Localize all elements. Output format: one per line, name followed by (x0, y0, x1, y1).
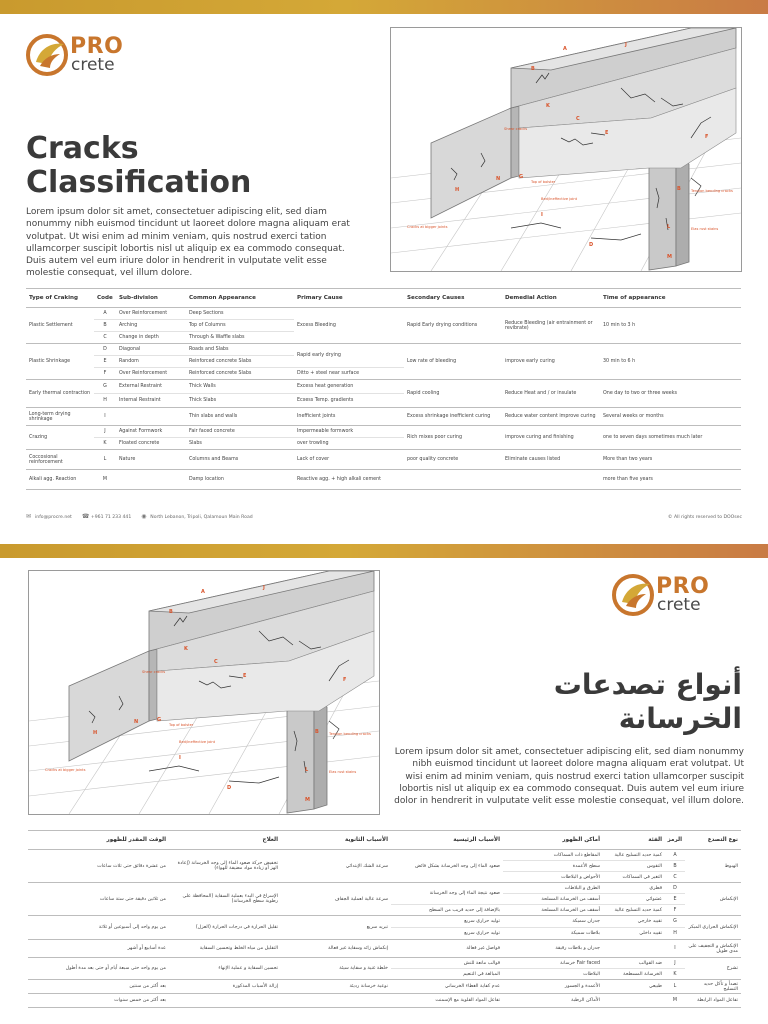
code-cell: G (665, 916, 685, 928)
appearance-cell: الطرق و البلاطات (503, 883, 603, 894)
table-row (28, 940, 741, 958)
sub-cell: طبيعي (603, 980, 665, 994)
label-slab-joints: Cracks at bigger joints (45, 768, 86, 772)
header-cell: Primary Cause (294, 289, 404, 308)
svg-text:B: B (677, 186, 681, 192)
appearance-cell: Roads and Slabs (186, 344, 294, 356)
code-cell: G (94, 380, 116, 394)
table-row (26, 308, 741, 320)
appearance-cell: بلاطات سميكة (503, 928, 603, 940)
svg-text:C: C (214, 659, 218, 665)
code-cell: B (94, 320, 116, 332)
secondary-cell: Low rate of bleeding (404, 344, 502, 380)
secondary-cell: Rapid cooling (404, 380, 502, 408)
sub-cell: External Restraint (116, 380, 186, 394)
time-cell: عدة أسابيع أو أشهر (28, 940, 169, 958)
sub-cell: Internal Restraint (116, 394, 186, 408)
svg-text:M: M (305, 797, 310, 803)
appearance-cell: Slabs (186, 438, 294, 450)
procrete-logo (26, 34, 123, 76)
code-cell: E (665, 894, 685, 905)
primary-cell: توليد حراري سريع (391, 928, 503, 940)
code-cell: C (665, 872, 685, 883)
footer-rights: © All rights reserved to DOOsec (667, 514, 742, 520)
secondary-cell: إنكماش زائد وسقاية غير فعالة (281, 940, 391, 958)
code-cell: C (94, 332, 116, 344)
primary-cell: صعود الماء إلى وجه الخرسانة بشكل فائض (391, 850, 503, 883)
secondary-cell: Excess shrinkage inefficient curing (404, 408, 502, 426)
table-row (28, 850, 741, 861)
primary-cell: تفاعل المواد القلوية مع الإسمنت (391, 994, 503, 1008)
top-accent-stripe (0, 0, 768, 14)
primary-cell: بالإضافة إلى حديد قريب من السطح (391, 905, 503, 916)
svg-text:K: K (546, 103, 550, 109)
intro-paragraph-en: Lorem ipsum dolor sit amet, consectetuer adipiscing elit, sed diam nonummy nibh euismod tincidunt ut laoreet dolore magna aliquam erat volutpat. Ut wisi enim ad minim veniam, quis nostrud exerci tation ullamcorper suscipit lobortis nisl ut aliquip ex ea commodo consequat. Duis autem vel eum iriure dolor in hendrerit in vulputate velit esse molestie consequat, vel illum dolore. (26, 207, 350, 279)
code-cell: H (665, 928, 685, 940)
appearance-cell: Thick Walls (186, 380, 294, 394)
appearance-cell: أسقف من الخرسانة المسلحة (503, 894, 603, 905)
code-cell: D (665, 883, 685, 894)
code-cell: M (94, 470, 116, 490)
time-cell: one to seven days sometimes much later (600, 426, 741, 450)
svg-text:L: L (667, 224, 671, 230)
code-cell: H (94, 394, 116, 408)
svg-text:E: E (243, 673, 247, 679)
appearance-cell: أسقف من الخرسانة المسلحة (503, 905, 603, 916)
primary-cell: عدم كفاية الغطاء الخرساني (391, 980, 503, 994)
sub-cell: Over Reinforcement (116, 368, 186, 380)
label-rust-stains: Elas rust stains (329, 770, 357, 774)
action-cell: improve early curing (502, 344, 600, 380)
code-cell: D (94, 344, 116, 356)
type-cell: تشرخ (685, 958, 741, 980)
appearance-cell: Top of Columns (186, 320, 294, 332)
sub-cell: التغير في السماكات (603, 872, 665, 883)
location-pin-icon: ◉ (141, 513, 147, 520)
svg-text:D: D (227, 785, 232, 791)
logo-pro-text: PRO (70, 34, 124, 59)
action-cell: improve curing and finishing (502, 426, 600, 450)
label-tension-cracks: Tension bending cracks (691, 189, 733, 193)
svg-text:F: F (343, 677, 347, 683)
action-cell: تحسين السقاية و عملية الإنهاء (169, 958, 281, 980)
table-row (26, 470, 741, 490)
header-cell: الوقت المقدر للظهور (28, 831, 169, 850)
table-row (26, 380, 741, 394)
appearance-cell: جدران و بلاطات رقيقة (503, 940, 603, 958)
primary-cell: Rapid early drying (294, 344, 404, 368)
primary-cell: Reactive agg. + high alkali cement (294, 470, 404, 490)
crack-diagram-ar (28, 570, 380, 815)
secondary-cell: خلطة غنية و سقاية سيئة (281, 958, 391, 980)
action-cell: Eliminate causes listed (502, 450, 600, 470)
appearance-cell: Thick Slabs (186, 394, 294, 408)
svg-text:N: N (134, 719, 139, 725)
time-cell: 30 min to 6 h (600, 344, 741, 380)
code-cell: K (665, 969, 685, 980)
logo-crete-text: crete (71, 55, 115, 75)
primary-cell: Inefficient joints (294, 408, 404, 426)
header-cell: الرمز (665, 831, 685, 850)
appearance-cell: البلاطات (503, 969, 603, 980)
title-ar-line-2: الخرسانة (618, 702, 742, 735)
svg-text:M: M (667, 254, 672, 260)
primary-cell: فواصل غير فعالة (391, 940, 503, 958)
sub-cell (116, 470, 186, 490)
code-cell: A (665, 850, 685, 861)
appearance-cell: Damp location (186, 470, 294, 490)
header-cell: الفئة (603, 831, 665, 850)
type-cell: Long-term drying shrinkage (26, 408, 94, 426)
header-cell: Time of appearance (600, 289, 741, 308)
code-cell: F (94, 368, 116, 380)
footer-email[interactable] (26, 514, 72, 520)
type-cell: Alkali agg. Reaction (26, 470, 94, 490)
label-top-of-bolster: Top of bolster (169, 723, 194, 727)
sub-cell: ضد القوالب (603, 958, 665, 969)
appearance-cell: جدران سميكة (503, 916, 603, 928)
svg-text:G: G (519, 174, 524, 180)
appearance-cell: Thin slabs and walls (186, 408, 294, 426)
label-slab-joints: Cracks at bigger joints (407, 225, 448, 229)
primary-cell: المبالغة في التنعيم (391, 969, 503, 980)
header-cell: Secondary Causes (404, 289, 502, 308)
title-ar-line-1: أنواع تصدعات (553, 668, 742, 701)
action-cell (169, 994, 281, 1008)
svg-text:I: I (179, 755, 181, 761)
sub-cell: Random (116, 356, 186, 368)
table-row (26, 426, 741, 438)
header-cell: نوع التصدع (685, 831, 741, 850)
crack-diagram-en (390, 27, 742, 272)
appearance-cell: المقاطع ذات السماكات (503, 850, 603, 861)
code-cell: I (94, 408, 116, 426)
table-row (28, 980, 741, 994)
code-cell: L (665, 980, 685, 994)
table-row (26, 408, 741, 426)
primary-cell: Impermeable formwork (294, 426, 404, 438)
secondary-cell: Rapid Early drying conditions (404, 308, 502, 344)
type-cell: Coccosional reinforcement (26, 450, 94, 470)
label-tension-cracks: Tension bending cracks (329, 732, 371, 736)
title-line-2: Classification (26, 165, 252, 200)
appearance-cell: Fair faced خرسانة (503, 958, 603, 969)
header-cell: Sub-division (116, 289, 186, 308)
svg-text:J: J (263, 585, 265, 591)
middle-accent-stripe (0, 544, 768, 558)
svg-text:D: D (589, 242, 594, 248)
label-top-of-bolster: Top of bolster (531, 180, 556, 184)
time-cell: من يوم واحد إلى أسبوعين أو ثلاثة (28, 916, 169, 940)
logo-crete-text: crete (657, 595, 701, 615)
intro-paragraph-ar: Lorem ipsum dolor sit amet, consectetuer adipiscing elit, sed diam nonummy nibh euismod tincidunt ut laoreet dolore magna aliquam erat volutpat. Ut wisi enim ad minim veniam, quis nostrud exerci tation ullamcorper suscipit lobortis nisl ut aliquip ex ea commodo consequat. Duis autem vel eum iriure dolor in hendrerit in vulputate velit esse molestie consequat, vel illum dolore. (394, 747, 744, 807)
appearance-cell: Columns and Beams (186, 450, 294, 470)
sub-cell: قطري (603, 883, 665, 894)
appearance-cell: Reinforced concrete Slabs (186, 368, 294, 380)
sub-cell: Arching (116, 320, 186, 332)
primary-cell: Lack of cover (294, 450, 404, 470)
appearance-cell: Reinforced concrete Slabs (186, 356, 294, 368)
svg-text:A: A (563, 46, 567, 52)
header-cell: Code (94, 289, 116, 308)
type-cell: Plastic Shrinkage (26, 344, 94, 380)
sub-cell: Floated concrete (116, 438, 186, 450)
table-header-row (26, 289, 741, 308)
primary-cell: Excess Bleeding (294, 308, 404, 344)
footer-address-text: North Lebanon, Tripoli, Qalamoun Main Road (150, 514, 253, 520)
sub-cell: عشوائي (603, 894, 665, 905)
svg-text:J: J (625, 42, 627, 48)
table-row (28, 916, 741, 928)
svg-text:K: K (184, 646, 188, 652)
crack-table-ar (28, 830, 741, 1008)
primary-cell: قوالب مانعة للنش (391, 958, 503, 969)
action-cell: Reduce Bleeding (air entrainment or revibrate) (502, 308, 600, 344)
primary-cell: Excess heat generation (294, 380, 404, 394)
type-cell: Plastic Settlement (26, 308, 94, 344)
phone-icon: ☎ (81, 513, 90, 520)
table-row (28, 883, 741, 894)
svg-text:G: G (157, 717, 162, 723)
time-cell: more than five years (600, 470, 741, 490)
sub-cell: تقييد داخلي (603, 928, 665, 940)
action-cell: Reduce water content improve curing (502, 408, 600, 426)
secondary-cell: تبريد سريع (281, 916, 391, 940)
header-cell: الأسباب الثانوية (281, 831, 391, 850)
action-cell: تخفيض حركة صعود الماء إلى وجه الخرسانة (إعادة الهز أو زيادة مواد مضيفة للهواء) (169, 850, 281, 883)
page-footer (26, 514, 742, 520)
sub-cell: التقوس (603, 861, 665, 872)
label-bed-joint: Bed/ineffective joint (541, 197, 578, 201)
label-shear-cracks: Shear cracks (504, 127, 528, 131)
time-cell: من عشرة دقائق حتى ثلاث ساعات (28, 850, 169, 883)
svg-text:B: B (315, 729, 319, 735)
sub-cell (603, 994, 665, 1008)
title-line-1: Cracks (26, 131, 139, 166)
sub-cell: الخرسانة المسطحة (603, 969, 665, 980)
code-cell: K (94, 438, 116, 450)
secondary-cell: poor quality concrete (404, 450, 502, 470)
type-cell: تصدأ و تآكل حديد التسليح (685, 980, 741, 994)
procrete-logo-ar (612, 574, 709, 616)
page-title-ar (442, 668, 742, 736)
table-header-row (28, 831, 741, 850)
secondary-cell: نوعية خرسانة رديئة (281, 980, 391, 994)
action-cell: إزالة الأسباب المذكورة (169, 980, 281, 994)
sub-cell: كمية حديد التسليح عالية (603, 850, 665, 861)
header-cell: العلاج (169, 831, 281, 850)
page-title-en (26, 132, 251, 200)
code-cell: J (665, 958, 685, 969)
svg-text:A: A (201, 589, 205, 595)
time-cell: بعد أكثر من خمس سنوات (28, 994, 169, 1008)
procrete-logo-mark-icon (612, 574, 654, 616)
sub-cell: Over Reinforcement (116, 308, 186, 320)
type-cell: الإنكماش و التجفيف على مدى طويل (685, 940, 741, 958)
time-cell: One day to two or three weeks (600, 380, 741, 408)
code-cell: J (94, 426, 116, 438)
secondary-cell (404, 470, 502, 490)
secondary-cell: Rich mixes poor curing (404, 426, 502, 450)
primary-cell: Ecxess Temp. gradients (294, 394, 404, 408)
type-cell: الهبوط (685, 850, 741, 883)
table-row (26, 450, 741, 470)
svg-text:H: H (455, 187, 460, 193)
crack-table-en (26, 288, 741, 490)
procrete-logo-mark-icon (26, 34, 68, 76)
label-rust-stains: Elas rust stains (691, 227, 719, 231)
type-cell: Early thermal contraction (26, 380, 94, 408)
appearance-cell: الأماكن الرطبة (503, 994, 603, 1008)
action-cell: Reduce Heat and / or insulate (502, 380, 600, 408)
sub-cell: Change in depth (116, 332, 186, 344)
mail-icon: ✉ (26, 513, 32, 520)
appearance-cell: سطح الأعمدة (503, 861, 603, 872)
table-row (28, 994, 741, 1008)
type-cell: الإنكماش الحراري المبكر (685, 916, 741, 940)
primary-cell: over trowling (294, 438, 404, 450)
primary-cell: صعود نتيجة الماء إلى وجه الخرسانة (391, 883, 503, 905)
header-cell: Type of Craking (26, 289, 94, 308)
code-cell: A (94, 308, 116, 320)
svg-text:E: E (605, 130, 609, 136)
action-cell: التقليل من مياه الخلط وتحسين السقاية (169, 940, 281, 958)
svg-text:I: I (541, 212, 543, 218)
svg-text:H: H (93, 730, 98, 736)
appearance-cell: Through & Waffle slabs (186, 332, 294, 344)
sub-cell: تقييد خارجي (603, 916, 665, 928)
svg-text:F: F (705, 134, 709, 140)
sub-cell: Diagonal (116, 344, 186, 356)
appearance-cell: الأعمدة و الجسور (503, 980, 603, 994)
time-cell: 10 min to 3 h (600, 308, 741, 344)
secondary-cell (281, 994, 391, 1008)
header-cell: أماكن الظهور (503, 831, 603, 850)
sub-cell: Against Formwork (116, 426, 186, 438)
primary-cell: توليد حراري سريع (391, 916, 503, 928)
time-cell: More than two years (600, 450, 741, 470)
action-cell (502, 470, 600, 490)
code-cell: B (665, 861, 685, 872)
code-cell: E (94, 356, 116, 368)
code-cell: M (665, 994, 685, 1008)
logo-pro-text: PRO (656, 574, 710, 599)
action-cell: تقليل الحرارة في درجات الحرارة (العزل) (169, 916, 281, 940)
header-cell: Common Appearance (186, 289, 294, 308)
sub-cell (116, 408, 186, 426)
action-cell: الإسراع في البدء بعملية السقاية (المحافظة على رطوبة سطح الخرسانة) (169, 883, 281, 916)
type-cell: تفاعل المواد الرابطة (685, 994, 741, 1008)
sub-cell (603, 940, 665, 958)
time-cell: Several weeks or months (600, 408, 741, 426)
table-row (26, 344, 741, 356)
svg-text:N: N (496, 176, 501, 182)
label-bed-joint: Bed/ineffective joint (179, 740, 216, 744)
footer-phone[interactable] (82, 514, 131, 520)
code-cell: F (665, 905, 685, 916)
code-cell: I (665, 940, 685, 958)
time-cell: من ثلاثين دقيقة حتى ستة ساعات (28, 883, 169, 916)
type-cell: Crazing (26, 426, 94, 450)
svg-text:B: B (169, 609, 173, 615)
header-cell: Demedial Action (502, 289, 600, 308)
footer-email-text: info@procre.net (35, 514, 72, 520)
label-shear-cracks: Shear cracks (142, 670, 166, 674)
svg-text:L: L (305, 767, 309, 773)
secondary-cell: سرعة عالية لعملية الجفاف (281, 883, 391, 916)
appearance-cell: Deep Sections (186, 308, 294, 320)
sub-cell: Nature (116, 450, 186, 470)
appearance-cell: Fair faced concrete (186, 426, 294, 438)
time-cell: من يوم واحد حتى سبعة أيام أو حتى بعد مدة أطول (28, 958, 169, 980)
svg-text:B: B (531, 66, 535, 72)
primary-cell: Ditto + steel near surface (294, 368, 404, 380)
time-cell: بعد أكثر من سنتين (28, 980, 169, 994)
header-cell: الأسباب الرئيسية (391, 831, 503, 850)
svg-text:C: C (576, 116, 580, 122)
type-cell: الإنكماش (685, 883, 741, 916)
table-row (28, 958, 741, 969)
appearance-cell: الأحواض و البلاطات (503, 872, 603, 883)
sub-cell: كمية حديد التسليح عالية (603, 905, 665, 916)
footer-address (141, 514, 252, 520)
secondary-cell: سرعة الشك الإبتدائي (281, 850, 391, 883)
code-cell: L (94, 450, 116, 470)
footer-phone-text: +961 71 233 441 (90, 514, 132, 520)
